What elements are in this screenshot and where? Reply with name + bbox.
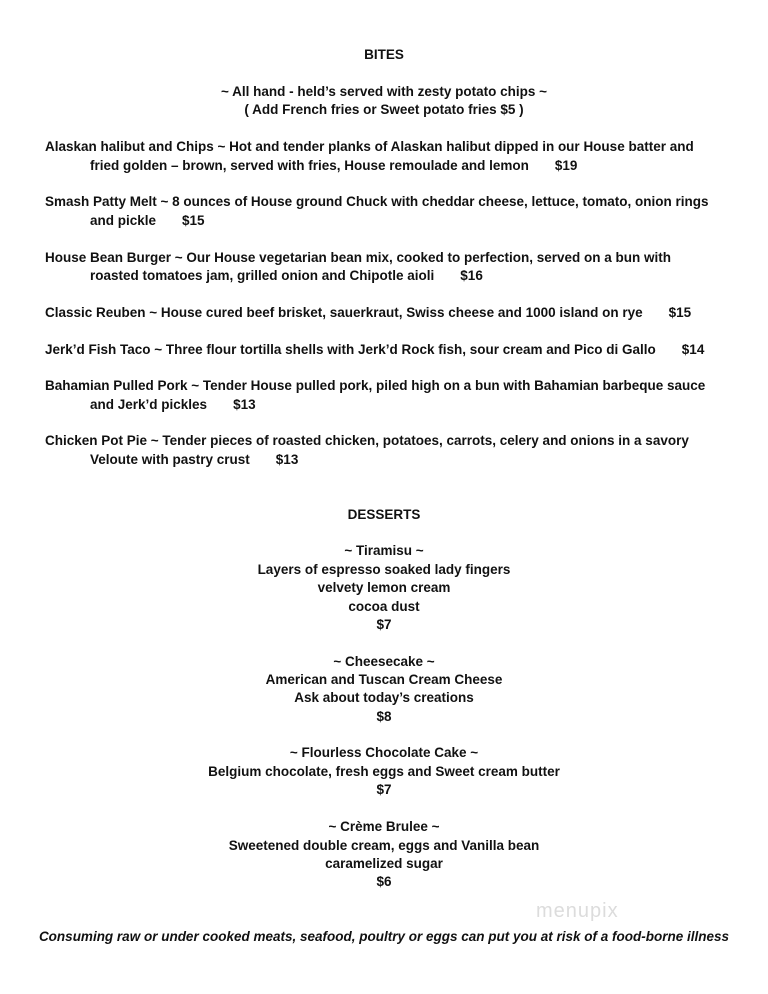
price: $19: [554, 158, 578, 173]
desserts-heading: DESSERTS: [347, 507, 421, 522]
food-safety-disclaimer: Consuming raw or under cooked meats, seafood, poultry or eggs can put you at risk of a food-borne illness: [38, 929, 730, 944]
watermark-logo: menupix: [536, 900, 619, 922]
bites-addon-note: ( Add French fries or Sweet potato fries $5 ): [244, 102, 524, 117]
price: $15: [668, 305, 692, 320]
price: $7: [376, 617, 392, 632]
price: $8: [376, 709, 392, 724]
price: $7: [376, 782, 392, 797]
price: $13: [233, 397, 256, 412]
bites-heading: BITES: [364, 47, 404, 62]
price: $16: [460, 268, 483, 283]
bites-intro: ~ All hand - held’s served with zesty potato chips ~: [220, 84, 548, 99]
price: $14: [681, 342, 705, 357]
price: $6: [376, 874, 392, 889]
price: $13: [275, 452, 299, 467]
price: $15: [182, 213, 205, 228]
